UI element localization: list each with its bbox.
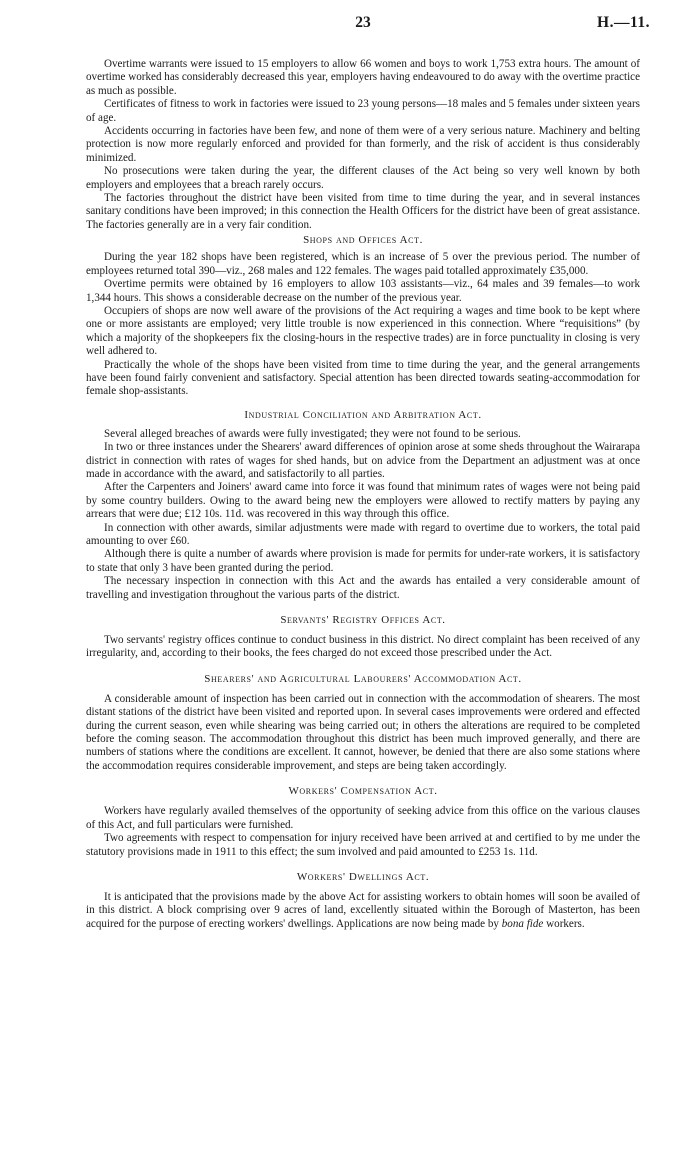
section-heading: Shearers' and Agricultural Labourers' Accommodation Act. <box>204 672 522 685</box>
section-heading: Workers' Dwellings Act. <box>296 870 430 883</box>
paragraph: Workers have regularly availed themselves of the opportunity of seeking advice from this office on the various clauses of this Act, and full particulars were furnished. <box>86 805 640 831</box>
paragraph: A considerable amount of inspection has been carried out in connection with the accommodation of shearers. The most distant stations of the district have been visited and reported upon. In several cases improvements were ordered and effected during the current season, even while shearing was being carried out; in others the alterations are required to be completed before the coming season. The accommodation throughout this district has been much improved generally, and there are numbers of stations where the conditions are excellent. It cannot, however, be denied that there are also some stations where the accommodation requires considerable improvement, and steps are being taken accordingly. <box>86 692 640 772</box>
document-page <box>86 14 650 931</box>
paragraph <box>86 891 640 931</box>
workers-compensation-section <box>86 785 640 859</box>
section-heading: Shops and Offices Act. <box>303 234 423 247</box>
shearers-accommodation-section <box>86 673 640 773</box>
paragraph: The factories throughout the district have been visited from time to time during the year, and in several instances sanitary conditions have been improved; in this connection the Health Officers for the district have been of great assistance. The factories generally are in a very fair condition. <box>86 192 640 231</box>
paragraph: Two servants' registry offices continue to conduct business in this district. No direct complaint has been received of any irregularity, and, according to their books, the fees charged do not exceed those prescribed under the Act. <box>86 634 640 660</box>
intro-section <box>86 58 640 232</box>
paragraph: Practically the whole of the shops have been visited from time to time during the year, and the general arrangements have been found fairly convenient and satisfactory. Special attention has been directed towards seating-accommodation for female shop-assistants. <box>86 358 640 398</box>
paragraph: No prosecutions were taken during the year, the different clauses of the Act being so very well known by both employers and employees that a breach rarely occurs. <box>86 165 640 191</box>
paragraph: Accidents occurring in factories have been few, and none of them were of a very serious nature. Machinery and belting protection is now more regularly enforced and provided for than formerly, and the risk of accident is thus considerably minimized. <box>86 125 640 164</box>
paragraph: In two or three instances under the Shearers' award differences of opinion arose at some sheds throughout the Wairarapa district in connection with rates of wages for shed hands, but on advice from the Department an adjustment was at once made in accordance with the award, and satisfactorily to all parties. <box>86 441 640 480</box>
paragraph: During the year 182 shops have been registered, which is an increase of 5 over the previous period. The number of employees returned total 390—viz., 268 males and 122 females. The wages paid totalled approximately £35,000. <box>86 251 640 277</box>
paragraph: The necessary inspection in connection with this Act and the awards has entailed a very considerable amount of travelling and investigation throughout the various parts of the district. <box>86 575 640 601</box>
section-heading: Industrial Conciliation and Arbitration Act. <box>244 408 482 421</box>
shops-offices-section <box>86 234 640 398</box>
paragraph: In connection with other awards, similar adjustments were made with regard to overtime due to workers, the total paid amounting to over £60. <box>86 521 640 547</box>
section-heading: Workers' Compensation Act. <box>288 785 438 798</box>
paragraph: Overtime permits were obtained by 16 employers to allow 103 assistants—viz., 64 males and 39 females—to work 1,344 hours. This shows a considerable decrease on the number of the previous year. <box>86 278 640 304</box>
paragraph: After the Carpenters and Joiners' award came into force it was found that minimum rates of wages were not being paid by some country builders. Owing to the award being new the employers were allowed to rectify matters by paying any arrears that were due; £12 10s. 11d. was recovered in this way through this office. <box>86 481 640 521</box>
paragraph: Although there is quite a number of awards where provision is made for permits for under-rate workers, it is satisfactory to state that only 3 have been granted during the period. <box>86 548 640 574</box>
series-reference: H.—11. <box>597 14 650 31</box>
servants-registry-section <box>86 614 640 661</box>
page-number: 23 <box>355 14 371 31</box>
paragraph: Two agreements with respect to compensation for injury received have been arrived at and certified to by me under the statutory provisions made in 1911 to this effect; the sum involved and paid amounted to £253 1s. 11d. <box>86 832 640 858</box>
paragraph: Overtime warrants were issued to 15 employers to allow 66 women and boys to work 1,753 extra hours. The amount of overtime worked has considerably decreased this year, employers having endeavoured to do away with the overtime practice as much as possible. <box>86 58 640 97</box>
paragraph: Occupiers of shops are now well aware of the provisions of the Act requiring a wages and time book to be kept where one or more assistants are employed; very little trouble is now experienced in this connection. Where “requisitions” (by which a majority of the shopkeepers fix the closing-hours in the respective trades) are in force punctuality in closing is very well adhered to. <box>86 304 640 358</box>
paragraph: Several alleged breaches of awards were fully investigated; they were not found to be serious. <box>104 427 521 440</box>
industrial-conciliation-section <box>86 409 640 602</box>
paragraph: Certificates of fitness to work in factories were issued to 23 young persons—18 males and 5 females under sixteen years of age. <box>86 98 640 124</box>
workers-dwellings-section <box>86 871 640 931</box>
section-heading: Servants' Registry Offices Act. <box>280 614 446 627</box>
paragraph-end: workers. <box>543 917 585 930</box>
paragraph-text: It is anticipated that the provisions made by the above Act for assisting workers to obtain homes will soon be availed of in this district. A block comprising over 9 acres of land, excellently situated within the Borough of Masterton, has been acquired for the purpose of erecting workers' dwellings. Applications are now being made by <box>86 890 640 930</box>
latin-emphasis: bona fide <box>501 917 544 930</box>
